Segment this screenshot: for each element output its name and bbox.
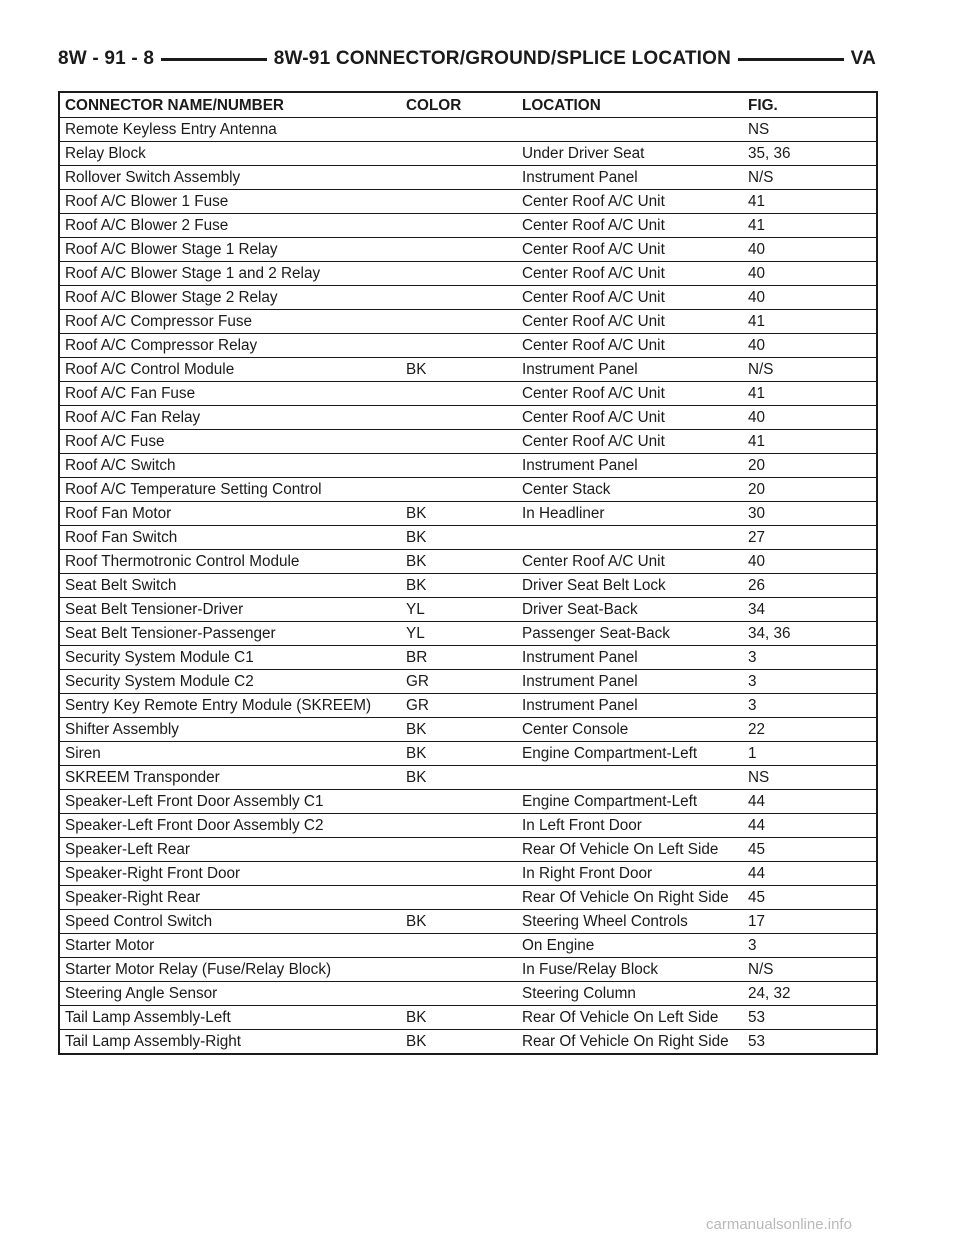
cell-color — [401, 166, 517, 190]
table-row — [59, 454, 877, 478]
cell-color: BK — [401, 742, 517, 766]
cell-fig: 34 — [743, 598, 877, 622]
table-row — [59, 478, 877, 502]
table-header-row — [59, 92, 877, 118]
cell-fig: 53 — [743, 1030, 877, 1055]
cell-location: Instrument Panel — [517, 166, 743, 190]
cell-name: Sentry Key Remote Entry Module (SKREEM) — [59, 694, 401, 718]
cell-color — [401, 430, 517, 454]
cell-color — [401, 886, 517, 910]
cell-fig: 26 — [743, 574, 877, 598]
cell-name: Speaker-Left Front Door Assembly C1 — [59, 790, 401, 814]
cell-name: Starter Motor — [59, 934, 401, 958]
cell-name: Roof Fan Switch — [59, 526, 401, 550]
cell-name: Siren — [59, 742, 401, 766]
cell-location: Engine Compartment-Left — [517, 790, 743, 814]
cell-color — [401, 334, 517, 358]
cell-fig: 45 — [743, 886, 877, 910]
table-row — [59, 190, 877, 214]
cell-name: Speed Control Switch — [59, 910, 401, 934]
cell-location: Instrument Panel — [517, 694, 743, 718]
table-row — [59, 550, 877, 574]
cell-name: Steering Angle Sensor — [59, 982, 401, 1006]
cell-color — [401, 862, 517, 886]
cell-location: Center Roof A/C Unit — [517, 406, 743, 430]
cell-color — [401, 814, 517, 838]
table-row — [59, 214, 877, 238]
cell-fig: 30 — [743, 502, 877, 526]
cell-name: Tail Lamp Assembly-Right — [59, 1030, 401, 1055]
cell-color — [401, 790, 517, 814]
cell-location: On Engine — [517, 934, 743, 958]
cell-name: Seat Belt Tensioner-Driver — [59, 598, 401, 622]
table-row — [59, 286, 877, 310]
table-row — [59, 1030, 877, 1055]
cell-fig: NS — [743, 766, 877, 790]
cell-fig: 44 — [743, 862, 877, 886]
cell-fig: 45 — [743, 838, 877, 862]
cell-location — [517, 766, 743, 790]
table-row — [59, 838, 877, 862]
cell-color: GR — [401, 670, 517, 694]
cell-location: Center Roof A/C Unit — [517, 550, 743, 574]
cell-color: BK — [401, 1030, 517, 1055]
table-row — [59, 358, 877, 382]
cell-color — [401, 454, 517, 478]
cell-color: YL — [401, 622, 517, 646]
cell-location: In Fuse/Relay Block — [517, 958, 743, 982]
cell-name: Roof Thermotronic Control Module — [59, 550, 401, 574]
column-header-name: CONNECTOR NAME/NUMBER — [65, 97, 284, 114]
cell-fig: 41 — [743, 382, 877, 406]
table-row — [59, 958, 877, 982]
cell-location: Center Roof A/C Unit — [517, 286, 743, 310]
cell-name: Roof A/C Temperature Setting Control — [59, 478, 401, 502]
cell-fig: 1 — [743, 742, 877, 766]
cell-color: BK — [401, 502, 517, 526]
table-row — [59, 622, 877, 646]
cell-fig: 40 — [743, 406, 877, 430]
cell-location: Center Roof A/C Unit — [517, 262, 743, 286]
table-row — [59, 406, 877, 430]
cell-name: Roof A/C Switch — [59, 454, 401, 478]
cell-name: Roof A/C Blower Stage 1 Relay — [59, 238, 401, 262]
table-row — [59, 790, 877, 814]
cell-location: Center Roof A/C Unit — [517, 214, 743, 238]
cell-fig: 44 — [743, 790, 877, 814]
cell-name: Speaker-Right Rear — [59, 886, 401, 910]
header-rule-left — [161, 58, 267, 61]
table-row — [59, 382, 877, 406]
column-header-color: COLOR — [406, 97, 462, 114]
cell-name: Seat Belt Tensioner-Passenger — [59, 622, 401, 646]
cell-location: Center Console — [517, 718, 743, 742]
cell-location: Center Roof A/C Unit — [517, 430, 743, 454]
cell-location — [517, 526, 743, 550]
table-row — [59, 862, 877, 886]
table-row — [59, 310, 877, 334]
cell-color: BK — [401, 574, 517, 598]
cell-location: Instrument Panel — [517, 454, 743, 478]
cell-fig: 27 — [743, 526, 877, 550]
cell-name: Roof A/C Blower Stage 2 Relay — [59, 286, 401, 310]
table-row — [59, 118, 877, 142]
page-number: 8W - 91 - 8 — [58, 48, 155, 69]
table-row — [59, 718, 877, 742]
cell-location: Steering Wheel Controls — [517, 910, 743, 934]
cell-name: Seat Belt Switch — [59, 574, 401, 598]
cell-fig: N/S — [743, 958, 877, 982]
cell-color — [401, 934, 517, 958]
cell-location: Center Stack — [517, 478, 743, 502]
cell-location: Instrument Panel — [517, 358, 743, 382]
cell-fig: N/S — [743, 166, 877, 190]
page-title: 8W-91 CONNECTOR/GROUND/SPLICE LOCATION — [273, 48, 732, 69]
cell-color — [401, 118, 517, 142]
table-row — [59, 238, 877, 262]
cell-name: Roof A/C Fan Fuse — [59, 382, 401, 406]
table-row — [59, 766, 877, 790]
cell-fig: 41 — [743, 214, 877, 238]
cell-color: BK — [401, 358, 517, 382]
cell-color — [401, 982, 517, 1006]
cell-color: BR — [401, 646, 517, 670]
cell-location: In Right Front Door — [517, 862, 743, 886]
cell-color — [401, 190, 517, 214]
cell-location: Center Roof A/C Unit — [517, 310, 743, 334]
cell-name: Roof A/C Blower 1 Fuse — [59, 190, 401, 214]
cell-color: GR — [401, 694, 517, 718]
cell-color — [401, 142, 517, 166]
cell-name: Roof Fan Motor — [59, 502, 401, 526]
page-header — [58, 44, 876, 74]
table-row — [59, 166, 877, 190]
cell-color — [401, 262, 517, 286]
cell-color — [401, 406, 517, 430]
cell-color: BK — [401, 718, 517, 742]
cell-fig: 3 — [743, 646, 877, 670]
cell-name: Speaker-Left Rear — [59, 838, 401, 862]
table-row — [59, 742, 877, 766]
cell-location: Steering Column — [517, 982, 743, 1006]
cell-name: SKREEM Transponder — [59, 766, 401, 790]
cell-location: Center Roof A/C Unit — [517, 382, 743, 406]
section-code: VA — [850, 48, 877, 69]
cell-fig: 22 — [743, 718, 877, 742]
column-header-fig: FIG. — [748, 97, 778, 114]
cell-fig: 20 — [743, 478, 877, 502]
cell-location: Instrument Panel — [517, 646, 743, 670]
cell-name: Remote Keyless Entry Antenna — [59, 118, 401, 142]
table-row — [59, 598, 877, 622]
cell-color — [401, 958, 517, 982]
cell-fig: 24, 32 — [743, 982, 877, 1006]
cell-fig: 3 — [743, 694, 877, 718]
table-row — [59, 430, 877, 454]
table-row — [59, 646, 877, 670]
cell-name: Rollover Switch Assembly — [59, 166, 401, 190]
cell-color — [401, 478, 517, 502]
cell-fig: 3 — [743, 670, 877, 694]
cell-location: Engine Compartment-Left — [517, 742, 743, 766]
table-row — [59, 910, 877, 934]
cell-color — [401, 310, 517, 334]
cell-fig: 41 — [743, 310, 877, 334]
table-row — [59, 142, 877, 166]
cell-color: YL — [401, 598, 517, 622]
cell-location: Passenger Seat-Back — [517, 622, 743, 646]
cell-name: Roof A/C Blower Stage 1 and 2 Relay — [59, 262, 401, 286]
cell-location: In Left Front Door — [517, 814, 743, 838]
cell-fig: 41 — [743, 430, 877, 454]
cell-location: Rear Of Vehicle On Left Side — [517, 838, 743, 862]
table-row — [59, 262, 877, 286]
cell-color: BK — [401, 526, 517, 550]
cell-name: Roof A/C Compressor Fuse — [59, 310, 401, 334]
table-body — [59, 118, 877, 1055]
cell-fig: 3 — [743, 934, 877, 958]
cell-color — [401, 286, 517, 310]
cell-fig: 40 — [743, 286, 877, 310]
table-row — [59, 694, 877, 718]
cell-name: Speaker-Right Front Door — [59, 862, 401, 886]
cell-name: Speaker-Left Front Door Assembly C2 — [59, 814, 401, 838]
cell-location: Center Roof A/C Unit — [517, 334, 743, 358]
cell-color: BK — [401, 550, 517, 574]
cell-location: Instrument Panel — [517, 670, 743, 694]
cell-location: Rear Of Vehicle On Left Side — [517, 1006, 743, 1030]
cell-fig: 40 — [743, 334, 877, 358]
cell-fig: 35, 36 — [743, 142, 877, 166]
cell-name: Relay Block — [59, 142, 401, 166]
cell-color: BK — [401, 910, 517, 934]
cell-location: Center Roof A/C Unit — [517, 238, 743, 262]
connector-location-table — [58, 91, 878, 1055]
table-row — [59, 502, 877, 526]
cell-name: Security System Module C2 — [59, 670, 401, 694]
cell-location: Rear Of Vehicle On Right Side — [517, 1030, 743, 1055]
table-row — [59, 886, 877, 910]
table-row — [59, 334, 877, 358]
cell-color: BK — [401, 1006, 517, 1030]
cell-location: Under Driver Seat — [517, 142, 743, 166]
cell-name: Shifter Assembly — [59, 718, 401, 742]
cell-location: Driver Seat Belt Lock — [517, 574, 743, 598]
cell-color — [401, 838, 517, 862]
table-row — [59, 526, 877, 550]
cell-color — [401, 238, 517, 262]
cell-fig: 17 — [743, 910, 877, 934]
cell-location: In Headliner — [517, 502, 743, 526]
cell-fig: 41 — [743, 190, 877, 214]
cell-name: Roof A/C Blower 2 Fuse — [59, 214, 401, 238]
cell-color — [401, 382, 517, 406]
cell-color — [401, 214, 517, 238]
cell-fig: 44 — [743, 814, 877, 838]
header-rule-right — [738, 58, 844, 61]
table-row — [59, 934, 877, 958]
cell-name: Security System Module C1 — [59, 646, 401, 670]
cell-location: Center Roof A/C Unit — [517, 190, 743, 214]
cell-fig: N/S — [743, 358, 877, 382]
cell-fig: 40 — [743, 262, 877, 286]
cell-fig: 40 — [743, 550, 877, 574]
cell-fig: 40 — [743, 238, 877, 262]
cell-fig: 34, 36 — [743, 622, 877, 646]
table-row — [59, 670, 877, 694]
cell-name: Roof A/C Fuse — [59, 430, 401, 454]
cell-fig: NS — [743, 118, 877, 142]
cell-fig: 20 — [743, 454, 877, 478]
cell-name: Tail Lamp Assembly-Left — [59, 1006, 401, 1030]
cell-location: Rear Of Vehicle On Right Side — [517, 886, 743, 910]
cell-name: Starter Motor Relay (Fuse/Relay Block) — [59, 958, 401, 982]
table-row — [59, 1006, 877, 1030]
table-row — [59, 814, 877, 838]
cell-fig: 53 — [743, 1006, 877, 1030]
table-row — [59, 574, 877, 598]
cell-name: Roof A/C Fan Relay — [59, 406, 401, 430]
cell-color: BK — [401, 766, 517, 790]
table-row — [59, 982, 877, 1006]
cell-name: Roof A/C Control Module — [59, 358, 401, 382]
cell-name: Roof A/C Compressor Relay — [59, 334, 401, 358]
column-header-location: LOCATION — [522, 97, 601, 114]
cell-location: Driver Seat-Back — [517, 598, 743, 622]
watermark: carmanualsonline.info — [706, 1216, 852, 1233]
cell-location — [517, 118, 743, 142]
